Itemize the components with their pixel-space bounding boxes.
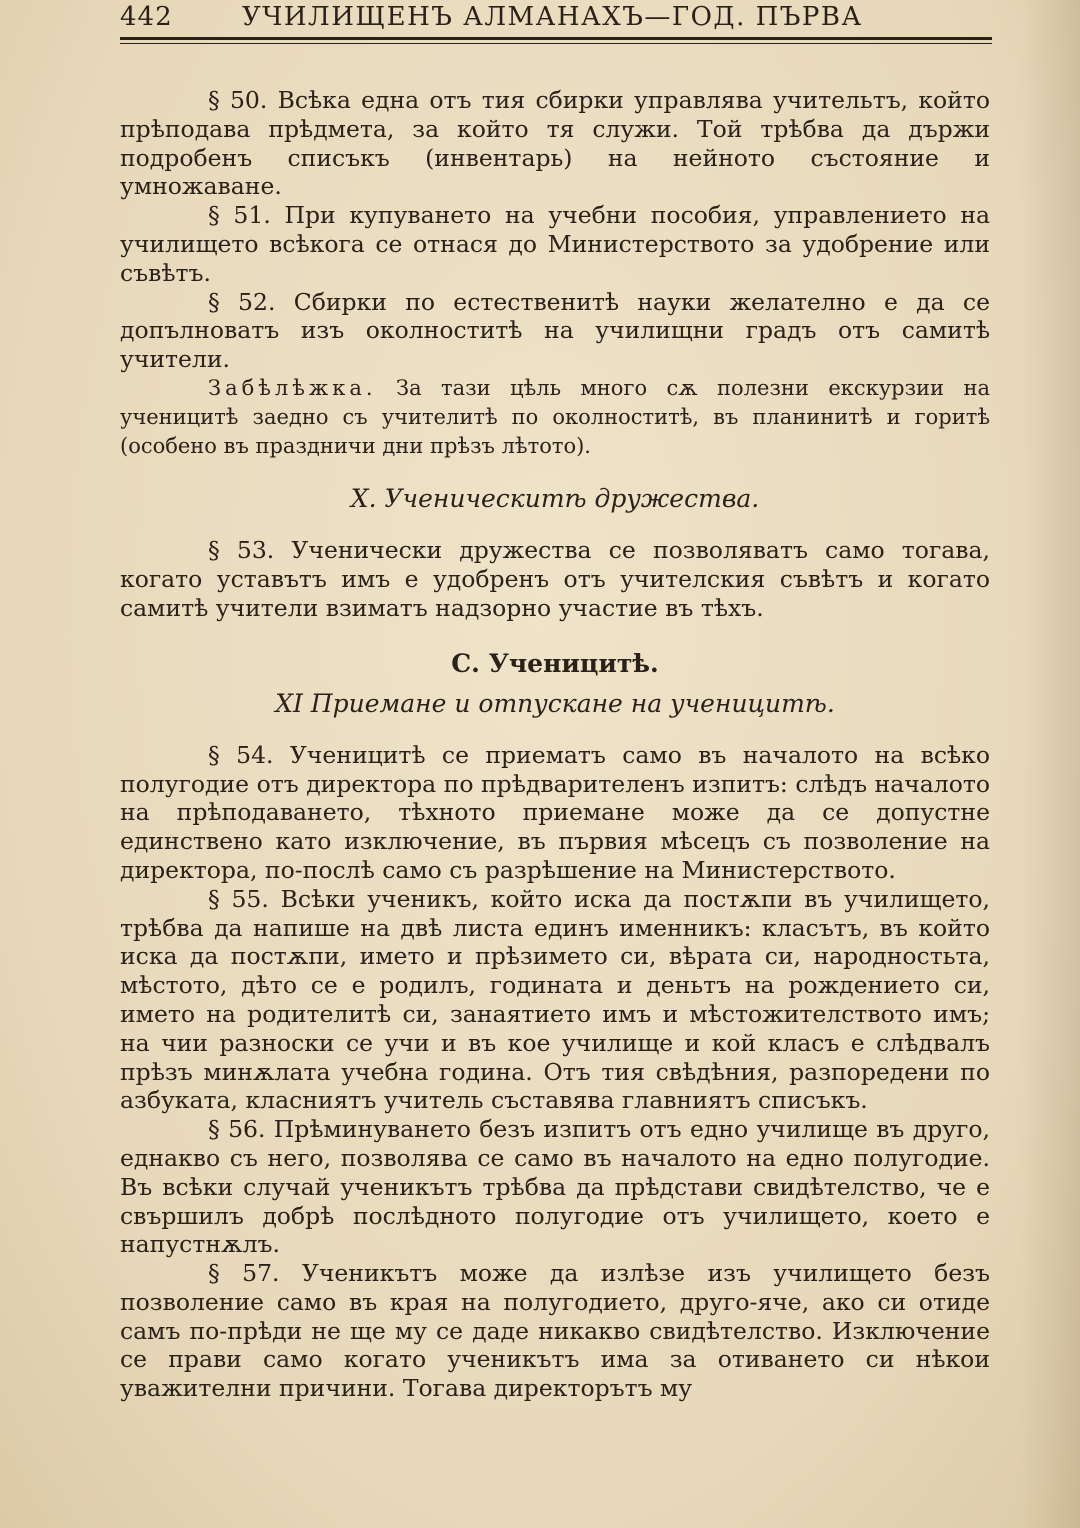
section-heading-c: С. Ученицитѣ. <box>451 648 659 678</box>
paragraph-51: § 51. При купуването на учебни пособия, управлението на училището всѣкога се отнася до Министерството за удобрение или съвѣтъ. <box>120 201 990 287</box>
paragraph-57: § 57. Ученикътъ може да излѣзе изъ училището безъ позволение само въ края на полугодието, друго-яче, ако си отиде самъ по-прѣди не ще му се даде никакво свидѣтелство. Изключение се прави само когато ученикътъ има за отиването си нѣкои уважителни причини. Тогава директорътъ му <box>120 1259 990 1403</box>
note-label: Забѣлѣжка. <box>208 375 377 400</box>
page-number: 442 <box>120 2 173 32</box>
paragraph-52: § 52. Сбирки по естественитѣ науки желателно е да се допълноватъ изъ околноститѣ на училищни градъ отъ самитѣ учители. <box>120 287 990 374</box>
section-heading-x: X. Ученическитѣ дружества. <box>350 484 760 514</box>
page-header <box>120 0 990 36</box>
section-heading-xi: XI Приемане и отпускане на ученицитѣ. <box>275 688 835 718</box>
paragraph-50: § 50. Всѣка една отъ тия сбирки управлява учительтъ, който прѣподава прѣдмета, за който тя служи. Той трѣбва да държи подробенъ списъкъ (инвентарь) на нейното състояние и умножаване. <box>120 86 990 201</box>
paragraph-55: § 55. Всѣки ученикъ, който иска да постѫпи въ училището, трѣбва да напише на двѣ листа единъ именникъ: класътъ, въ който иска да постѫпи, името и прѣзимето си, вѣрата си, народностьта, мѣстото, дѣто се е родилъ, годината и деньтъ на рождението си, името на родителитѣ си, занаятието имъ и мѣстожителството имъ; на чии разноски се учи и въ кое училище и кой класъ е слѣдвалъ прѣзъ минѫлата учебна година. Отъ тия свѣдѣния, разпоредени по азбуката, класниятъ учитель съставява главниятъ списъкъ. <box>120 884 990 1115</box>
header-rule-thick <box>120 37 992 40</box>
page-spine-shadow <box>1020 0 1080 1528</box>
header-rule-thin <box>120 43 992 44</box>
note-text: За тази цѣль много сѫ полезни екскурзии на ученицитѣ заедно съ учителитѣ по околноститѣ, въ планинитѣ и горитѣ (особено въ праздничи дни прѣзъ лѣтото). <box>120 375 990 458</box>
paragraph-54: § 54. Ученицитѣ се приематъ само въ началото на всѣко полугодие отъ директора по прѣдварителенъ изпитъ: слѣдъ началото на прѣподаването, тѣхното приемане може да се допустне единствено като изключение, въ първия мѣсецъ съ позволение на директора, по-послѣ само съ разрѣшение на Министерството. <box>120 740 990 884</box>
running-title: УЧИЛИЩЕНЪ АЛМАНАХЪ—ГОД. ПЪРВА <box>242 2 863 32</box>
page-body <box>120 86 990 1403</box>
paragraph-56: § 56. Прѣминуването безъ изпитъ отъ едно училище въ друго, еднакво съ него, позволява се само въ началото на едно полугодие. Въ всѣки случай ученикътъ трѣбва да прѣдстави свидѣтелство, че е свършилъ добрѣ послѣдното полугодие отъ училището, което е напустнѫлъ. <box>120 1115 990 1259</box>
paragraph-53: § 53. Ученически дружества се позволяватъ само тогава, когато уставътъ имъ е удобренъ отъ учителския съвѣтъ и когато самитѣ учители взиматъ надзорно участие въ тѣхъ. <box>120 536 990 622</box>
note-paragraph <box>120 374 990 460</box>
